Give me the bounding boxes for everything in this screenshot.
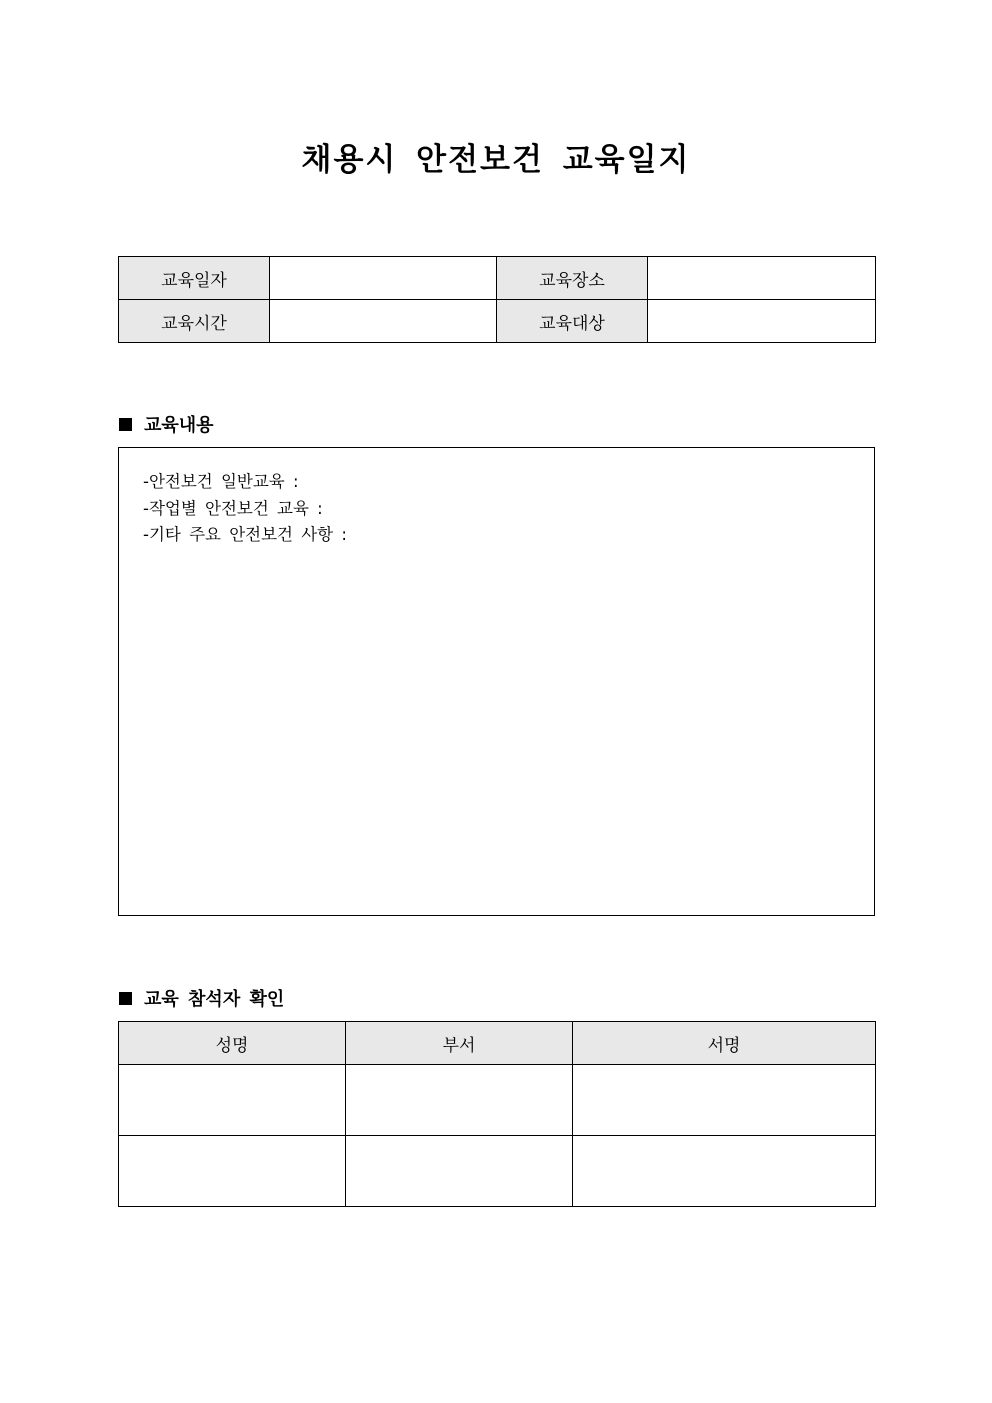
attendee-signature-cell[interactable] [573,1136,876,1207]
education-place-field[interactable] [648,257,876,300]
education-target-label: 교육대상 [497,300,648,343]
content-line-general: -안전보건 일반교육 : [143,472,299,491]
education-info-table [118,256,876,343]
attendee-name-cell[interactable] [119,1136,346,1207]
education-content-heading [119,411,214,437]
column-header-signature: 서명 [573,1022,876,1065]
education-date-label: 교육일자 [119,257,270,300]
table-row [119,300,876,343]
education-time-field[interactable] [270,300,497,343]
attendee-name-cell[interactable] [119,1065,346,1136]
education-target-field[interactable] [648,300,876,343]
square-bullet-icon [119,992,132,1005]
table-row [119,257,876,300]
content-line-task: -작업별 안전보건 교육 : [143,499,323,518]
table-row [119,1065,876,1136]
column-header-department: 부서 [346,1022,573,1065]
education-place-label: 교육장소 [497,257,648,300]
table-row [119,1136,876,1207]
document-title: 채용시 안전보건 교육일지 [301,142,691,178]
square-bullet-icon [119,418,132,431]
attendee-confirmation-heading [119,985,284,1011]
education-time-label: 교육시간 [119,300,270,343]
attendee-confirmation-heading-text: 교육 참석자 확인 [144,989,285,1010]
content-line-other: -기타 주요 안전보건 사항 : [143,525,347,544]
attendee-signature-cell[interactable] [573,1065,876,1136]
attendee-department-cell[interactable] [346,1065,573,1136]
education-date-field[interactable] [270,257,497,300]
attendee-table [118,1021,876,1207]
education-content-box[interactable] [118,447,875,916]
column-header-name: 성명 [119,1022,346,1065]
table-header-row [119,1022,876,1065]
education-content-heading-text: 교육내용 [144,415,214,436]
attendee-department-cell[interactable] [346,1136,573,1207]
